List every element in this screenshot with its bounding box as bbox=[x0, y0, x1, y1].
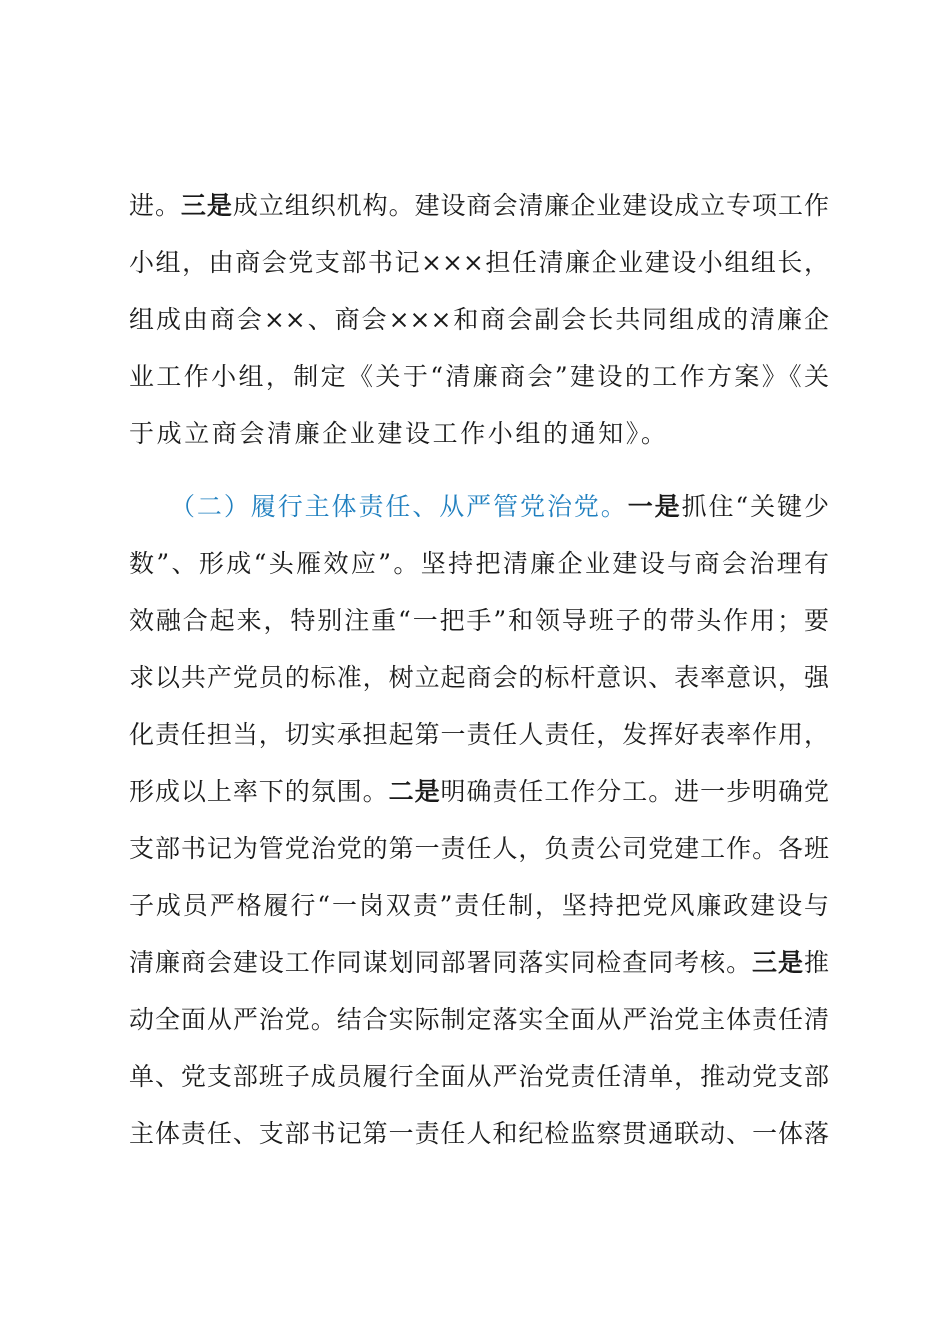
text-run: 清廉商会建设工作同谋划同部署同落实同检查同考核。 bbox=[129, 948, 753, 977]
text-line bbox=[129, 1057, 829, 1097]
text-line bbox=[129, 886, 829, 926]
text-line bbox=[129, 658, 829, 698]
text-run: 效融合起来，特别注重“一把手”和领导班子的带头作用；要 bbox=[129, 606, 829, 635]
bold-marker: 三是 bbox=[180, 191, 233, 220]
text-run: 求以共产党员的标准，树立起商会的标杆意识、表率意识，强 bbox=[129, 663, 829, 692]
text-run: 组成由商会××、商会×××和商会副会长共同组成的清廉企 bbox=[129, 305, 829, 334]
text-line bbox=[129, 829, 829, 869]
text-line bbox=[129, 357, 829, 397]
text-run: 成立组织机构。建设商会清廉企业建设成立专项工作 bbox=[232, 191, 829, 220]
section-heading: （二）履行主体责任、从严管党治党。 bbox=[170, 492, 628, 521]
text-line bbox=[129, 1114, 829, 1154]
text-line bbox=[129, 414, 829, 454]
text-run: 推 bbox=[803, 948, 829, 977]
bold-marker: 一是 bbox=[627, 492, 682, 521]
text-line bbox=[129, 772, 829, 812]
text-line bbox=[129, 186, 829, 226]
text-run: 小组，由商会党支部书记×××担任清廉企业建设小组组长， bbox=[129, 248, 829, 277]
text-run: 支部书记为管党治党的第一责任人，负责公司党建工作。各班 bbox=[129, 834, 829, 863]
text-run: 于成立商会清廉企业建设工作小组的通知》。 bbox=[129, 419, 669, 448]
text-line bbox=[129, 715, 829, 755]
text-line bbox=[129, 544, 829, 584]
bold-marker: 二是 bbox=[388, 777, 441, 806]
text-line bbox=[129, 601, 829, 641]
text-run: 子成员严格履行“一岗双责”责任制，坚持把党风廉政建设与 bbox=[129, 891, 829, 920]
text-line bbox=[129, 1000, 829, 1040]
text-run: 化责任担当，切实承担起第一责任人责任，发挥好表率作用， bbox=[129, 720, 829, 749]
text-run: 进。 bbox=[129, 191, 181, 220]
text-run: 业工作小组，制定《关于“清廉商会”建设的工作方案》《关 bbox=[129, 362, 829, 391]
text-run: 数”、形成“头雁效应”。坚持把清廉企业建设与商会治理有 bbox=[129, 549, 829, 578]
text-run: 明确责任工作分工。进一步明确党 bbox=[440, 777, 829, 806]
text-run: 单、党支部班子成员履行全面从严治党责任清单，推动党支部 bbox=[129, 1062, 829, 1091]
text-line bbox=[129, 300, 829, 340]
text-run: 形成以上率下的氛围。 bbox=[129, 777, 389, 806]
text-run: 动全面从严治党。结合实际制定落实全面从严治党主体责任清 bbox=[129, 1005, 829, 1034]
text-line bbox=[129, 943, 829, 983]
bold-marker: 三是 bbox=[752, 948, 804, 977]
text-run: 抓住“关键少 bbox=[681, 492, 829, 521]
text-line bbox=[129, 243, 829, 283]
text-line bbox=[170, 487, 829, 527]
text-run: 主体责任、支部书记第一责任人和纪检监察贯通联动、一体落 bbox=[129, 1119, 829, 1148]
